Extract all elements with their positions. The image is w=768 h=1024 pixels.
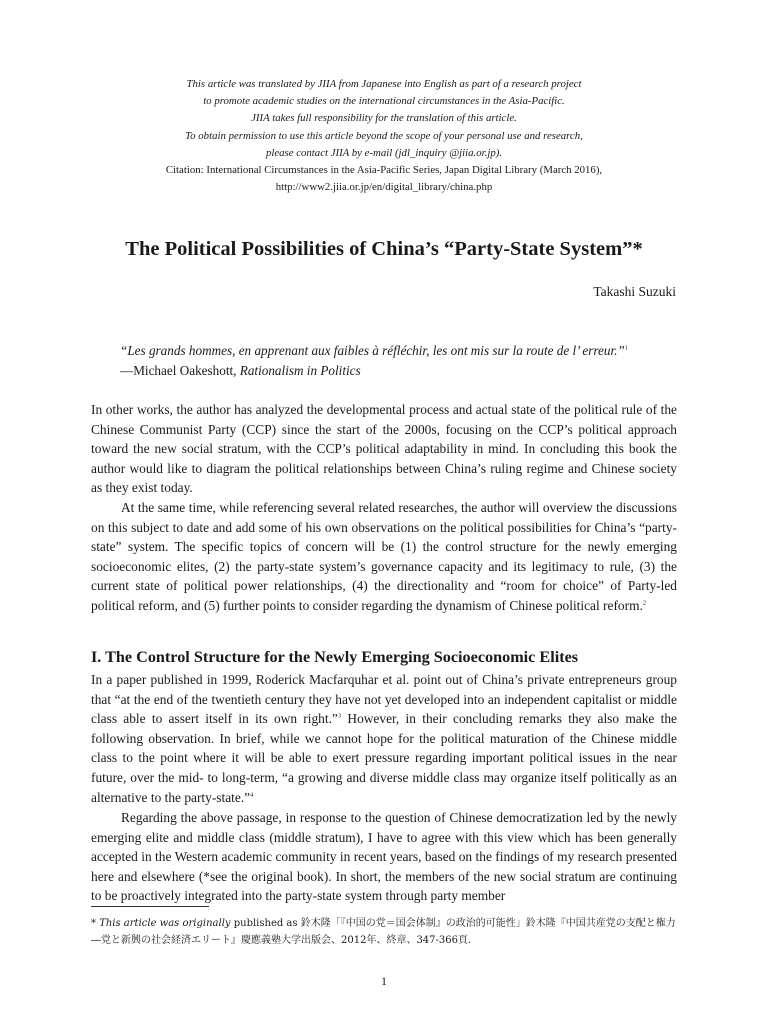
- footnote-italic: This article was originally: [99, 918, 231, 929]
- paragraph: In other works, the author has analyzed the developmental process and actual state of the political rule of the Chinese Communist Party (CCP) since the start of the 2000s, focusing on the CCP’s political approach toward the new social stratum, with the CCP’s political adaptability in mind. In concluding this book the author would like to diagram the political relationships between China’s ruling regime and Chinese society as they exist today.: [91, 402, 677, 496]
- translation-notice: [100, 76, 668, 196]
- notice-line: please contact JIIA by e-mail (jdl_inquiry @jiia.or.jp).: [265, 146, 503, 159]
- epigraph-work: Rationalism in Politics: [239, 363, 361, 378]
- section-heading: I. The Control Structure for the Newly Emerging Socioeconomic Elites: [91, 648, 579, 666]
- citation-url: http://www2.jiia.or.jp/en/digital_library/china.php: [275, 181, 493, 194]
- notice-line: This article was translated by JIIA from Japanese into English as part of a research project: [186, 78, 582, 90]
- paragraph: Regarding the above passage, in response to the question of Chinese democratization led by the newly emerging elite and middle class (middle stratum), I have to agree with this view which has been generally accepted in the Western academic community in recent years, based on the findings of my research presented here and elsewhere (*see the original book). In short, the members of the new social stratum are continuing to be proactively integrated into the party-state system through party member: [91, 810, 677, 904]
- epigraph-attribution: —Michael Oakeshott,: [120, 363, 240, 378]
- paragraph: [91, 670, 677, 807]
- notice-line: JIIA takes full responsibility for the translation of this article.: [251, 112, 517, 125]
- page-number: 1: [381, 974, 387, 988]
- footnote: [91, 915, 681, 949]
- footnote-ref: 1: [624, 344, 629, 352]
- footnote-text: published as 鈴木隆「『中国の党＝国会体制』の政治的可能性」鈴木隆『中国共産党の支配と権力―党と新興の社会経済エリート』慶應義塾大学出版会、2012年、終章、347-366頁.: [91, 918, 676, 946]
- notice-line: to promote academic studies on the international circumstances in the Asia-Pacific.: [203, 95, 565, 108]
- paragraph-text: However, in their concluding remarks they also make the following observation. In brief, while we cannot hope for the political maturation of the Chinese middle class to the point where it will be able to exert pressure regarding important political issues in the near future, over the mid- to long-term, “a growing and diverse middle class may organize itself politically as an alternative to the party-state.”: [91, 711, 677, 805]
- paragraph: [91, 498, 677, 616]
- epigraph-quote: “Les grands hommes, en apprenant aux faibles à réfléchir, les ont mis sur la route de l’ erreur.”: [120, 343, 625, 358]
- footnote-ref: 3: [337, 712, 342, 720]
- footnote-marker: *: [91, 918, 100, 929]
- footnote-ref: 4: [250, 791, 254, 799]
- paragraph-text: In a paper published in 1999, Roderick Macfarquhar et al. point out of China’s private entrepreneurs group that “at the end of the twentieth century they have not yet developed into an independent capitalist or middle class able to assert itself in its own right.”: [91, 672, 677, 727]
- notice-line: To obtain permission to use this article beyond the scope of your personal use and research,: [185, 129, 583, 142]
- paragraph-text: At the same time, while referencing several related researches, the author will overview the discussions on this subject to date and add some of his own observations on the political possibilities for China’s “party-state” system. The specific topics of concern will be (1) the control structure for the newly emerging socioeconomic elites, (2) the party-state system’s governance capacity and its legitimacy to rule, (3) the current state of political power relationships, (4) the directionality and “room for choice” of Party-led political reform, and (5) further points to consider regarding the dynamism of Chinese political reform.: [91, 500, 677, 613]
- citation-line: Citation: International Circumstances in the Asia-Pacific Series, Japan Digital Library (March 2016),: [165, 164, 603, 177]
- author-name: Takashi Suzuki: [593, 284, 676, 299]
- article-title: The Political Possibilities of China’s “Party-State System”*: [125, 238, 643, 260]
- footnote-divider: [91, 906, 209, 907]
- footnote-ref: 2: [642, 599, 647, 607]
- epigraph: [120, 341, 680, 381]
